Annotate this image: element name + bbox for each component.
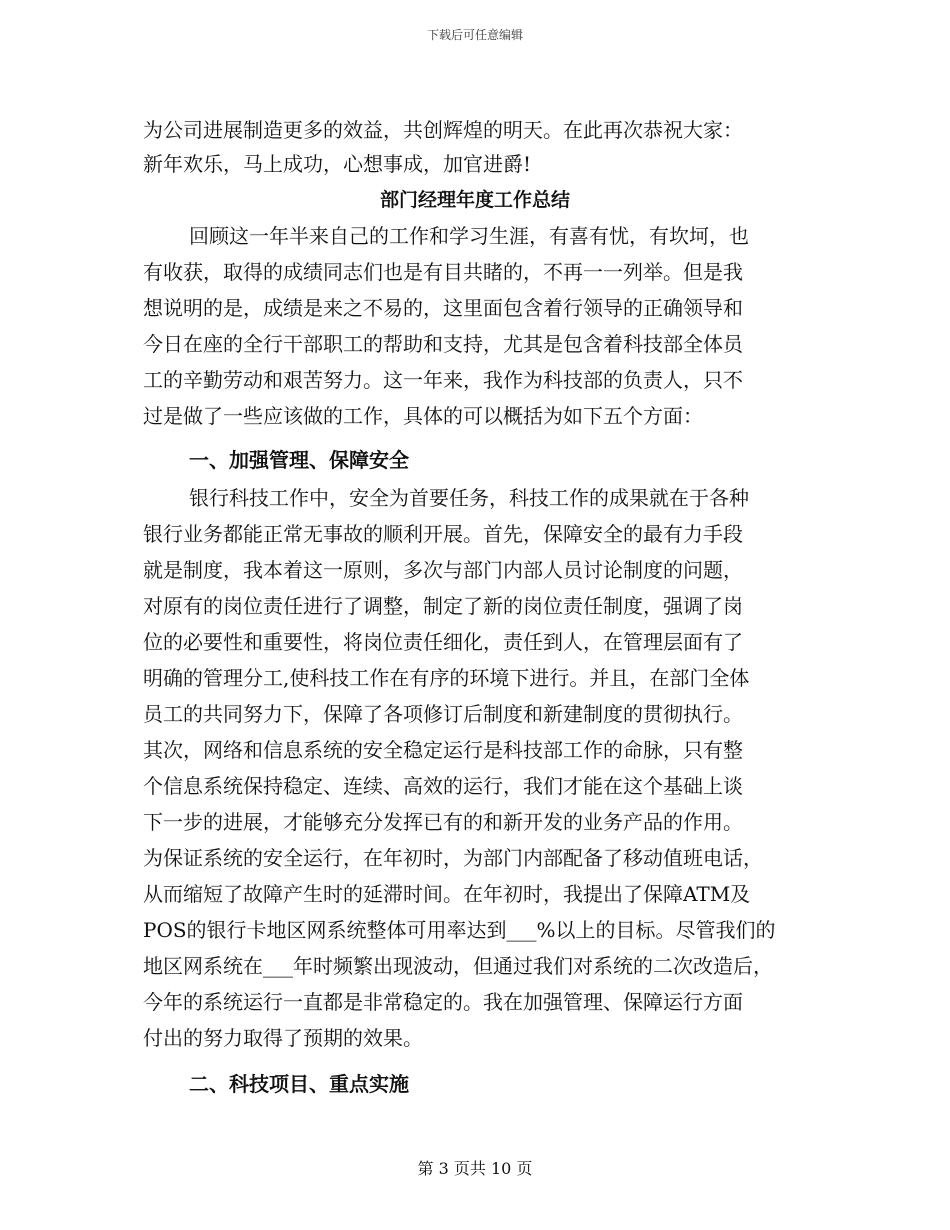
body-line: 想说明的是，成绩是来之不易的，这里面包含着行领导的正确领导和	[143, 296, 743, 320]
body-line: 地区网系统在___年时频繁出现波动，但通过我们对系统的二次改造后，	[143, 954, 773, 978]
body-line: 新年欢乐，马上成功，心想事成，加官进爵!	[143, 152, 532, 176]
body-line: 员工的共同努力下，保障了各项修订后制度和新建制度的贯彻执行。	[143, 702, 743, 726]
body-line: POS的银行卡地区网系统整体可用率达到___%以上的目标。尽管我们的	[143, 918, 776, 942]
body-line: 个信息系统保持稳定、连续、高效的运行，我们才能在这个基础上谈	[143, 774, 743, 798]
article-title: 部门经理年度工作总结	[379, 189, 570, 211]
page-header: 下载后可任意编辑	[426, 28, 523, 42]
page-number: 第 3 页共 10 页	[417, 1159, 533, 1178]
body-line: 其次，网络和信息系统的安全稳定运行是科技部工作的命脉，只有整	[143, 738, 743, 762]
body-line: 从而缩短了故障产生时的延滞时间。在年初时，我提出了保障ATM及	[143, 882, 751, 906]
body-line: 银行科技工作中，安全为首要任务，科技工作的成果就在于各种	[189, 486, 749, 510]
body-line: 就是制度，我本着这一原则，多次与部门内部人员讨论制度的问题，	[143, 558, 743, 582]
body-line: 下一步的进展，才能够充分发挥已有的和新开发的业务产品的作用。	[143, 810, 743, 834]
body-line: 对原有的岗位责任进行了调整，制定了新的岗位责任制度，强调了岗	[143, 594, 743, 618]
body-line: 银行业务都能正常无事故的顺利开展。首先，保障安全的最有力手段	[143, 522, 743, 546]
body-line: 工的辛勤劳动和艰苦努力。这一年来，我作为科技部的负责人，只不	[143, 368, 743, 392]
section-heading: 二、科技项目、重点实施	[189, 1072, 409, 1096]
body-line: 付出的努力取得了预期的效果。	[143, 1026, 423, 1050]
section-heading: 一、加强管理、保障安全	[189, 448, 409, 472]
body-line: 明确的管理分工,使科技工作在有序的环境下进行。并且，在部门全体	[143, 666, 750, 690]
body-line: 位的必要性和重要性，将岗位责任细化，责任到人，在管理层面有了	[143, 630, 743, 654]
body-line: 有收获，取得的成绩同志们也是有目共睹的，不再一一列举。但是我	[143, 260, 743, 284]
body-line: 为保证系统的安全运行，在年初时，为部门内部配备了移动值班电话，	[143, 846, 763, 870]
body-line: 今年的系统运行一直都是非常稳定的。我在加强管理、保障运行方面	[143, 990, 743, 1014]
body-line: 今日在座的全行干部职工的帮助和支持，尤其是包含着科技部全体员	[143, 332, 743, 356]
body-line: 为公司进展制造更多的效益，共创辉煌的明天。在此再次恭祝大家：	[143, 118, 743, 142]
body-line: 过是做了一些应该做的工作，具体的可以概括为如下五个方面：	[143, 404, 703, 428]
body-line: 回顾这一年半来自己的工作和学习生涯，有喜有忧，有坎坷，也	[189, 224, 749, 248]
